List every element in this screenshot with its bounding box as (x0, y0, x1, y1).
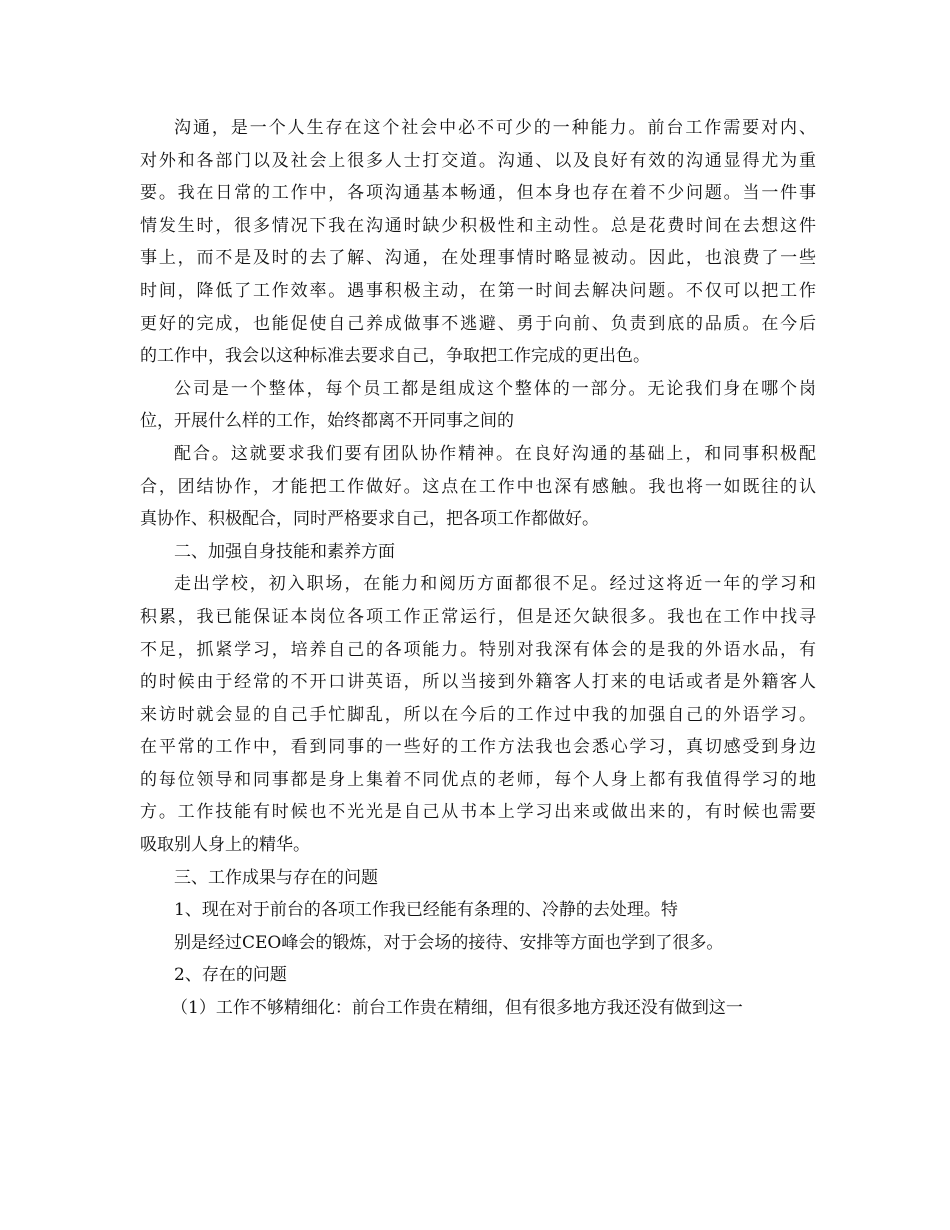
section-heading-skills: 二、加强自身技能和素养方面 (174, 541, 395, 562)
paragraph-teamwork-line-1: 公司是一个整体，每个员工都是组成这个整体的一部分。无论我们身在哪个岗 (174, 378, 816, 399)
sub-item-1-line-1: （1）工作不够精细化：前台工作贵在精细，但有很多地方我还没有做到这一 (171, 998, 743, 1019)
paragraph-skills-line-5: 来访时就会显的自己手忙脚乱，所以在今后的工作过中我的加强自己的外语学习。 (140, 704, 816, 725)
document-body (140, 112, 816, 1025)
list-item-2-heading: 2、存在的问题 (174, 965, 287, 986)
paragraph-skills-line-2: 积累，我已能保证本岗位各项工作正常运行，但是还欠缺很多。我也在工作中找寻 (140, 606, 816, 627)
paragraph-communication-line-1: 沟通，是一个人生存在这个社会中必不可少的一种能力。前台工作需要对内、 (174, 118, 816, 138)
list-item-1-line-2: 别是经过CEO峰会的锻炼，对于会场的接待、安排等方面也学到了很多。 (174, 932, 724, 953)
paragraph-communication-line-8: 的工作中，我会以这种标准去要求自己，争取把工作完成的更出色。 (140, 346, 650, 367)
paragraph-communication-line-6: 时间，降低了工作效率。遇事积极主动，在第一时间去解决问题。不仅可以把工作 (140, 280, 816, 301)
paragraph-skills-line-1: 走出学校，初入职场，在能力和阅历方面都很不足。经过这将近一年的学习和 (174, 574, 816, 595)
paragraph-skills-line-9: 吸取别人身上的精华。 (140, 835, 310, 856)
paragraph-skills-line-7: 的每位领导和同事都是身上集着不同优点的老师，每个人身上都有我值得学习的地 (140, 769, 816, 790)
paragraph-communication-line-5: 事上，而不是及时的去了解、沟通，在处理事情时略显被动。因此，也浪费了一些 (140, 248, 816, 269)
paragraph-teamwork-line-4: 合，团结协作，才能把工作做好。这点在工作中也深有感触。我也将一如既往的认 (140, 476, 816, 497)
paragraph-teamwork-line-2: 位，开展什么样的工作，始终都离不开同事之间的 (140, 411, 514, 432)
paragraph-teamwork-line-5: 真协作、积极配合，同时严格要求自己，把各项工作都做好。 (140, 509, 599, 530)
paragraph-communication-line-3: 要。我在日常的工作中，各项沟通基本畅通，但本身也存在着不少问题。当一件事 (140, 183, 816, 204)
paragraph-communication-line-4: 情发生时，很多情况下我在沟通时缺少积极性和主动性。总是花费时间在去想这件 (140, 215, 816, 236)
paragraph-teamwork-line-3: 配合。这就要求我们要有团队协作精神。在良好沟通的基础上，和同事积极配 (174, 443, 816, 464)
list-item-1-line-1: 1、现在对于前台的各项工作我已经能有条理的、冷静的去处理。特 (174, 900, 678, 921)
paragraph-skills-line-8: 方。工作技能有时候也不光光是自己从书本上学习出来或做出来的，有时候也需要 (140, 802, 816, 823)
paragraph-skills-line-4: 的时候由于经常的不开口讲英语，所以当接到外籍客人打来的电话或者是外籍客人 (140, 672, 816, 693)
section-heading-results: 三、工作成果与存在的问题 (174, 867, 378, 888)
paragraph-skills-line-6: 在平常的工作中，看到同事的一些好的工作方法我也会悉心学习，真切感受到身边 (140, 737, 816, 758)
paragraph-communication-line-7: 更好的完成，也能促使自己养成做事不逃避、勇于向前、负责到底的品质。在今后 (140, 313, 816, 334)
paragraph-communication-line-2: 对外和各部门以及社会上很多人士打交道。沟通、以及良好有效的沟通显得尤为重 (140, 150, 816, 171)
paragraph-skills-line-3: 不足，抓紧学习，培养自己的各项能力。特别对我深有体会的是我的外语水品，有 (140, 639, 816, 660)
